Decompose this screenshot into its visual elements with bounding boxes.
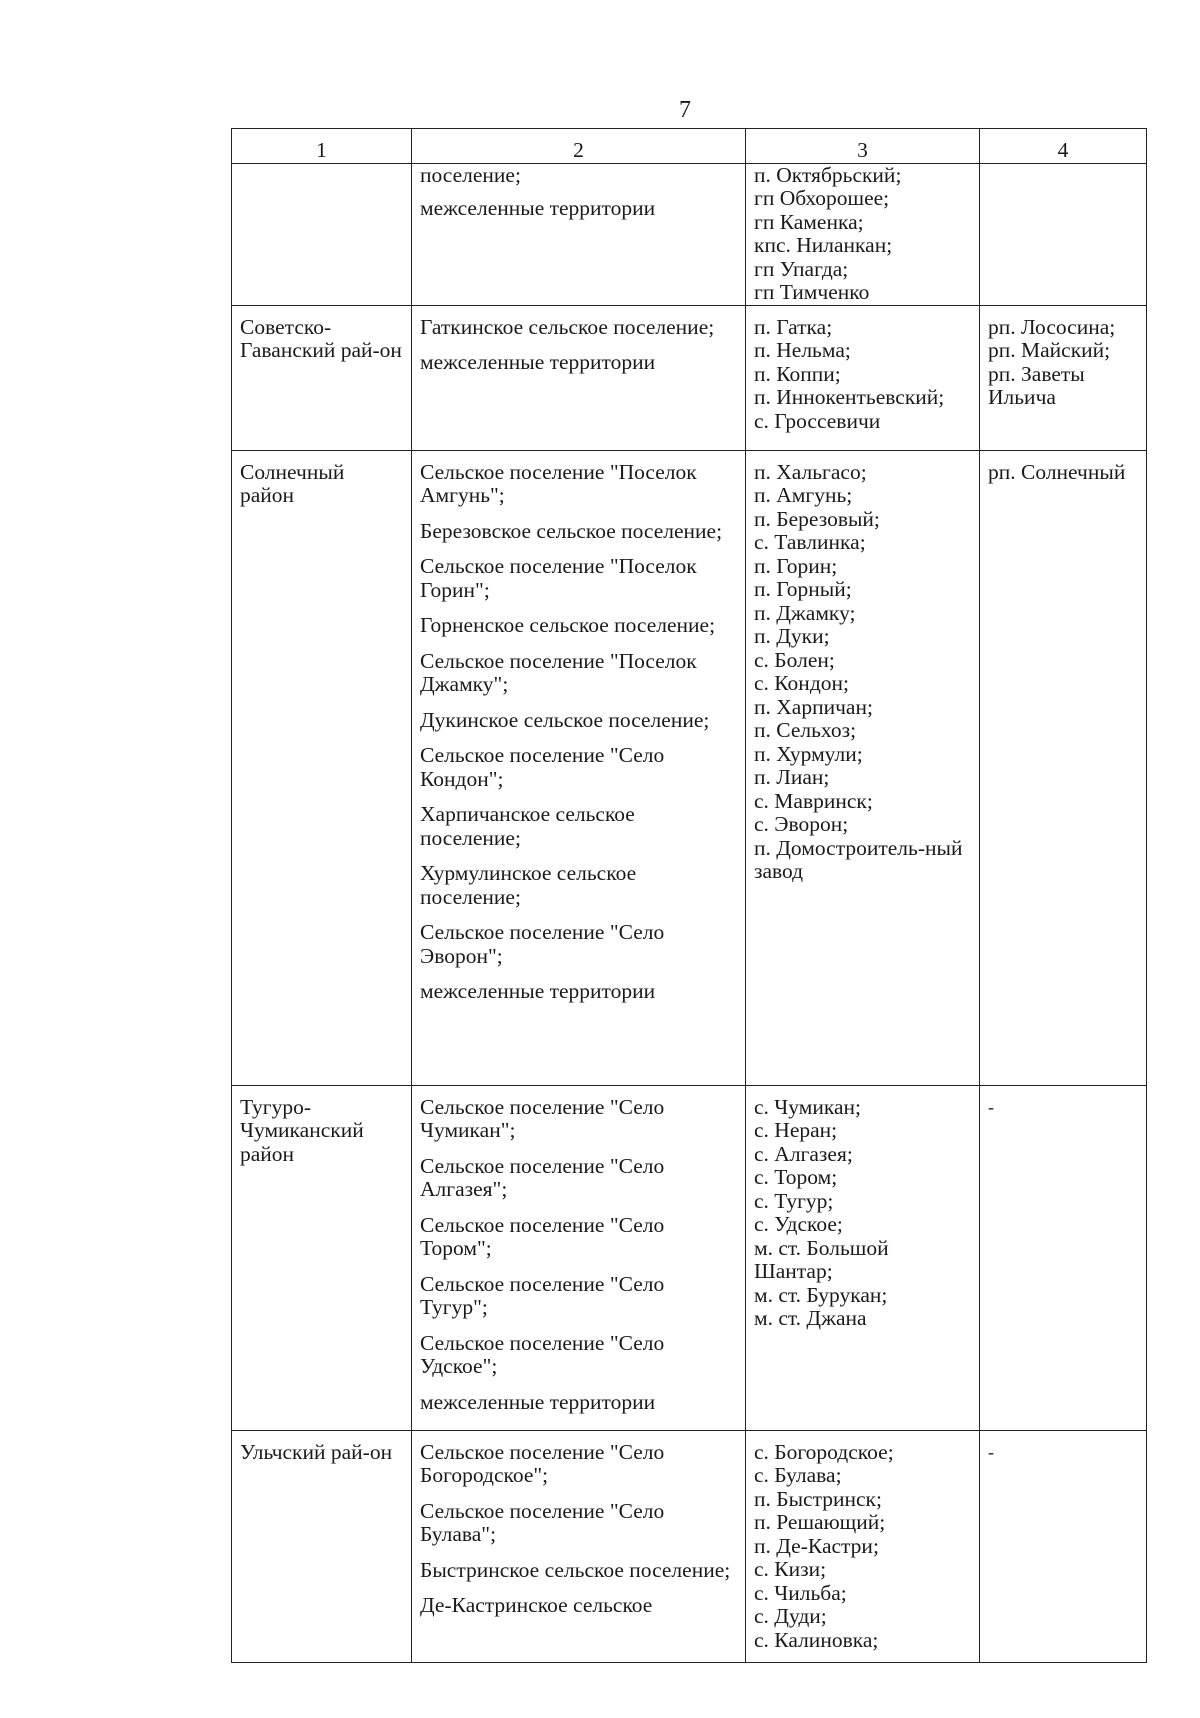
place-item: п. Березовый; bbox=[754, 506, 880, 531]
page-number: 7 bbox=[679, 97, 691, 123]
place-item: п. Иннокентьевский; bbox=[754, 385, 945, 409]
table-row bbox=[232, 1430, 1147, 1662]
place-item: с. Калиновка; bbox=[754, 1627, 879, 1652]
place-item: с. Алгазея; bbox=[754, 1141, 853, 1166]
settlement-item: Сельское поселение "Село Булава"; bbox=[420, 1498, 665, 1546]
places-cell bbox=[746, 1085, 980, 1430]
places-cell bbox=[746, 163, 980, 305]
district-cell bbox=[232, 163, 412, 305]
place-item: п. Домостроитель-ный завод bbox=[754, 835, 963, 883]
urban-settlement-item: рп. Лососина; bbox=[988, 314, 1116, 339]
settlement-item: межселенные территории bbox=[420, 979, 656, 1003]
district-cell bbox=[232, 305, 412, 450]
place-item: гп Обхорошее; bbox=[754, 186, 890, 210]
place-item: с. Тугур; bbox=[754, 1188, 834, 1213]
place-item: с. Гроссевичи bbox=[754, 408, 881, 433]
settlement-item: Сельское поселение "Село Кондон"; bbox=[420, 743, 665, 791]
settlement-item: Сельское поселение "Село Алгазея"; bbox=[420, 1153, 665, 1201]
table-row bbox=[232, 163, 1147, 305]
settlement-item: межселенные территории bbox=[420, 350, 656, 374]
place-item: кпс. Ниланкан; bbox=[754, 233, 893, 257]
settlements-cell bbox=[412, 1430, 746, 1662]
district-name: Тугуро-Чумиканский район bbox=[240, 1094, 364, 1166]
district-cell bbox=[232, 1085, 412, 1430]
settlement-item: межселенные территории bbox=[420, 196, 656, 220]
settlement-item: Де-Кастринское сельское bbox=[420, 1593, 653, 1617]
place-item: п. Коппи; bbox=[754, 361, 841, 386]
header-col-4: 4 bbox=[980, 129, 1147, 164]
district-name: Ульчский рай-он bbox=[240, 1439, 393, 1464]
place-item: с. Чильба; bbox=[754, 1580, 847, 1605]
district-cell bbox=[232, 1430, 412, 1662]
settlement-item: Харпичанское сельское поселение; bbox=[420, 802, 635, 850]
place-item: м. ст. Большой Шантар; bbox=[754, 1235, 889, 1283]
settlement-item: Сельское поселение "Поселок Горин"; bbox=[420, 554, 697, 602]
settlement-item: Быстринское сельское поселение; bbox=[420, 1557, 731, 1582]
place-item: с. Удское; bbox=[754, 1212, 843, 1236]
header-col-3: 3 bbox=[746, 129, 980, 164]
place-item: п. Горин; bbox=[754, 553, 838, 578]
urban-settlement-item: рп. Заветы Ильича bbox=[988, 361, 1085, 409]
place-item: с. Кондон; bbox=[754, 671, 849, 695]
urban-cell bbox=[980, 450, 1147, 1085]
place-item: м. ст. Джана bbox=[754, 1306, 867, 1330]
urban-settlement-item: рп. Солнечный bbox=[988, 459, 1126, 484]
settlement-item: Сельское поселение "Село Тором"; bbox=[420, 1212, 665, 1260]
settlements-cell bbox=[412, 1085, 746, 1430]
places-cell bbox=[746, 1430, 980, 1662]
place-item: п. Решающий; bbox=[754, 1510, 886, 1534]
settlement-item: Березовское сельское поселение; bbox=[420, 518, 723, 543]
place-item: п. Гатка; bbox=[754, 314, 833, 339]
urban-settlement-item: рп. Майский; bbox=[988, 338, 1111, 362]
place-item: п. Амгунь; bbox=[754, 483, 853, 507]
district-cell bbox=[232, 450, 412, 1085]
settlement-item: Хурмулинское сельское поселение; bbox=[420, 861, 637, 909]
urban-settlement-item: - bbox=[988, 1096, 994, 1117]
urban-cell bbox=[980, 163, 1147, 305]
urban-cell bbox=[980, 1430, 1147, 1662]
place-item: гп Упагда; bbox=[754, 256, 849, 281]
place-item: с. Неран; bbox=[754, 1118, 838, 1142]
place-item: с. Тавлинка; bbox=[754, 530, 866, 554]
table-row bbox=[232, 450, 1147, 1085]
place-item: гп Тимченко bbox=[754, 280, 870, 304]
header-row bbox=[232, 129, 1147, 164]
settlement-item: поселение; bbox=[420, 162, 521, 187]
settlements-cell bbox=[412, 305, 746, 450]
place-item: п. Нельма; bbox=[754, 338, 851, 362]
place-item: гп Каменка; bbox=[754, 209, 864, 234]
urban-cell bbox=[980, 1085, 1147, 1430]
settlement-item: Сельское поселение "Поселок Джамку"; bbox=[420, 648, 697, 696]
settlement-item: Сельское поселение "Село Чумикан"; bbox=[420, 1094, 665, 1142]
place-item: п. Быстринск; bbox=[754, 1486, 882, 1511]
settlement-item: Гаткинское сельское поселение; bbox=[420, 314, 715, 339]
settlements-cell bbox=[412, 450, 746, 1085]
urban-cell bbox=[980, 305, 1147, 450]
district-name: Солнечный район bbox=[240, 459, 345, 507]
place-item: м. ст. Бурукан; bbox=[754, 1282, 888, 1307]
table-row bbox=[232, 1085, 1147, 1430]
place-item: п. Де-Кастри; bbox=[754, 1533, 879, 1558]
place-item: п. Джамку; bbox=[754, 600, 856, 625]
place-item: п. Лиан; bbox=[754, 765, 830, 789]
place-item: с. Кизи; bbox=[754, 1557, 827, 1581]
settlement-item: межселенные территории bbox=[420, 1389, 656, 1414]
table-row bbox=[232, 305, 1147, 450]
place-item: п. Октябрьский; bbox=[754, 162, 902, 187]
place-item: п. Хурмули; bbox=[754, 741, 863, 766]
place-item: с. Богородское; bbox=[754, 1439, 894, 1464]
settlement-item: Сельское поселение "Село Удское"; bbox=[420, 1330, 665, 1378]
settlements-cell bbox=[412, 163, 746, 305]
urban-settlement-item: - bbox=[988, 1441, 994, 1462]
place-item: п. Сельхоз; bbox=[754, 718, 857, 742]
header-col-1: 1 bbox=[232, 129, 412, 164]
place-item: п. Дуки; bbox=[754, 624, 830, 648]
header-col-2: 2 bbox=[412, 129, 746, 164]
settlement-item: Дукинское сельское поселение; bbox=[420, 707, 710, 732]
places-cell bbox=[746, 450, 980, 1085]
place-item: с. Булава; bbox=[754, 1463, 842, 1487]
districts-table bbox=[231, 128, 1147, 1663]
place-item: с. Чумикан; bbox=[754, 1094, 861, 1119]
places-cell bbox=[746, 305, 980, 450]
district-name: Советско-Гаванский рай-он bbox=[240, 314, 402, 362]
settlement-item: Сельское поселение "Село Эворон"; bbox=[420, 920, 665, 968]
place-item: с. Тором; bbox=[754, 1165, 838, 1189]
place-item: с. Мавринск; bbox=[754, 788, 873, 813]
place-item: с. Дуди; bbox=[754, 1604, 827, 1628]
settlement-item: Сельское поселение "Село Тугур"; bbox=[420, 1271, 665, 1319]
place-item: с. Эворон; bbox=[754, 812, 849, 836]
place-item: с. Болен; bbox=[754, 647, 835, 672]
place-item: п. Горный; bbox=[754, 577, 852, 601]
settlement-item: Горненское сельское поселение; bbox=[420, 613, 716, 637]
settlement-item: Сельское поселение "Поселок Амгунь"; bbox=[420, 459, 697, 507]
place-item: п. Харпичан; bbox=[754, 694, 873, 719]
settlement-item: Сельское поселение "Село Богородское"; bbox=[420, 1439, 665, 1487]
place-item: п. Хальгасо; bbox=[754, 459, 867, 484]
